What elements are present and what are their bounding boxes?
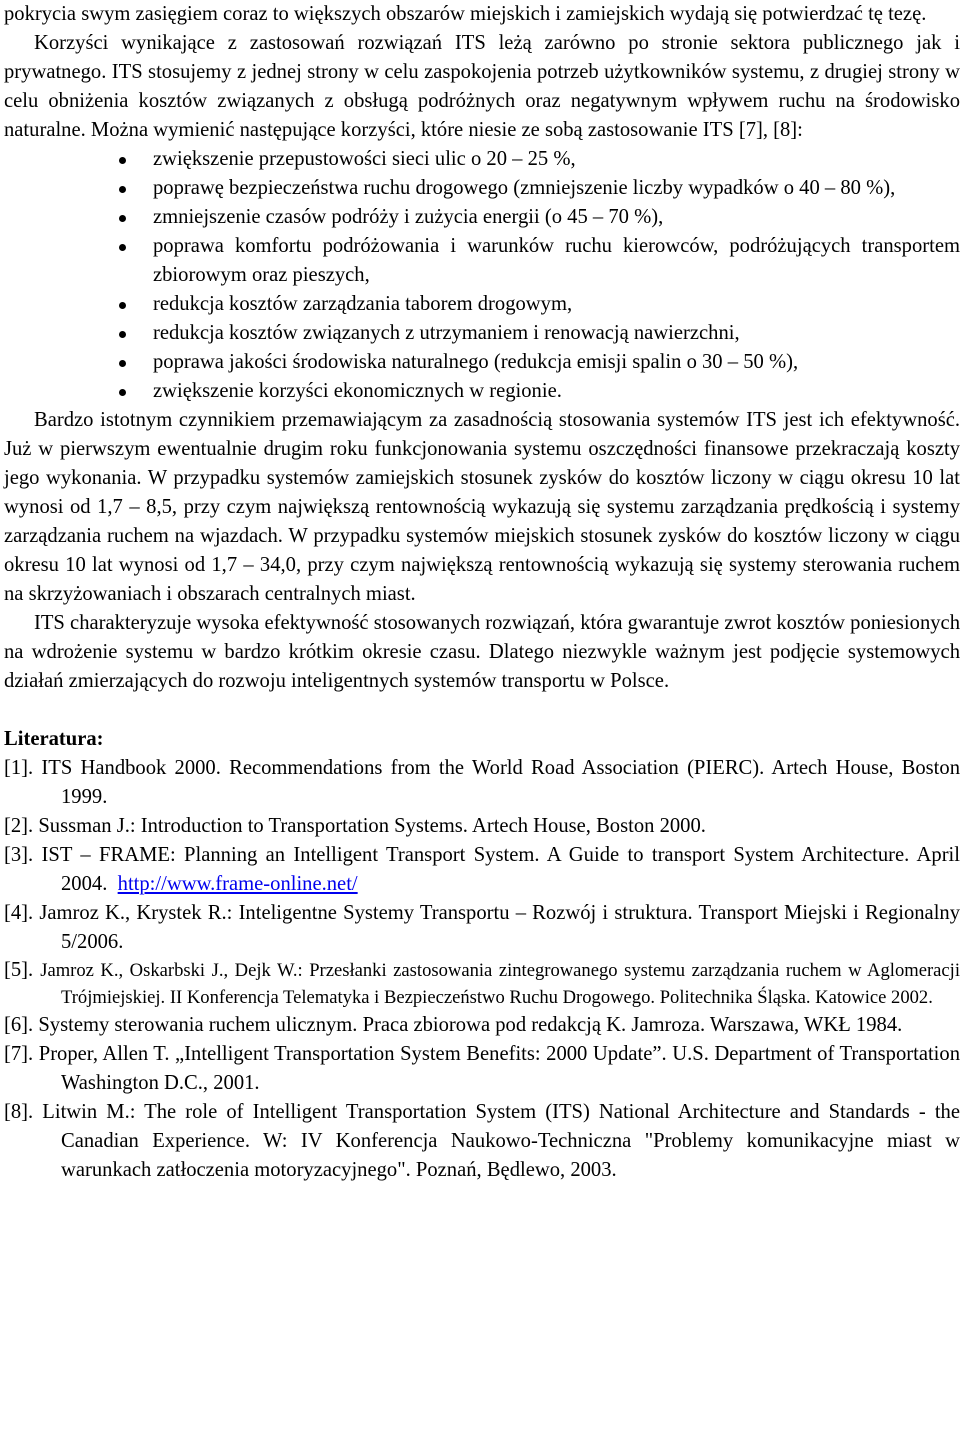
literature-heading: Literatura:: [4, 728, 104, 750]
reference-text: Jamroz K., Krystek R.: Inteligentne Systemy Transportu – Rozwój i struktura. Transport Miejski i Regionalny 5/2006.: [39, 902, 960, 953]
reference-number: [8].: [4, 1101, 34, 1123]
reference-text: Sussman J.: Introduction to Transportation Systems. Artech House, Boston 2000.: [38, 815, 706, 837]
list-item-text: zmniejszenie czasów podróży i zużycia energii (o 45 – 70 %),: [153, 206, 664, 228]
bullet-icon: [119, 302, 126, 309]
list-item: [153, 348, 960, 377]
paragraph-benefits-intro: [4, 29, 960, 145]
paragraph-conclusion: ITS charakteryzuje wysoka efektywność stosowanych rozwiązań, która gwarantuje zwrot kosztów poniesionych na wdrożenie systemu w bardzo krótkim okresie czasu. Dlatego niezwykle ważnym jest podjęcie systemowych działań zmierzających do rozwoju inteligentnych systemów transportu w Polsce.: [4, 612, 960, 692]
list-item-text: redukcja kosztów związanych z utrzymaniem i renowacją nawierzchni,: [153, 322, 740, 344]
benefits-list: [4, 145, 960, 406]
reference-number: [1].: [4, 757, 34, 779]
reference-text: ITS Handbook 2000. Recommendations from the World Road Association (PIERC). Artech House, Boston 1999.: [41, 757, 960, 808]
bullet-icon: [119, 331, 126, 338]
bullet-icon: [119, 244, 126, 251]
paragraph-benefits-text: Korzyści wynikające z zastosowań rozwiązań ITS leżą zarówno po stronie sektora publicznego jak i prywatnego. ITS stosujemy z jednej strony w celu zaspokojenia potrzeb użytkowników systemu, z drugiej strony w celu obniżenia kosztów związanych z obsługą podróżnych oraz negatywnym wpływem ruchu na środowisko naturalne.: [4, 32, 960, 141]
reference-text: Systemy sterowania ruchem ulicznym. Praca zbiorowa pod redakcją K. Jamroza. Warszawa, WKŁ 1984.: [38, 1014, 903, 1036]
list-item: [153, 377, 960, 406]
list-item: [153, 203, 960, 232]
reference-item: [4, 754, 960, 812]
list-item-text: poprawa jakości środowiska naturalnego (redukcja emisji spalin o 30 – 50 %),: [153, 351, 799, 373]
reference-item: [4, 957, 960, 1011]
list-item: [153, 232, 960, 290]
bullet-icon: [119, 157, 126, 164]
reference-item: [4, 841, 960, 899]
reference-item: [4, 1040, 960, 1098]
bullet-icon: [119, 360, 126, 367]
reference-number: [5].: [4, 959, 34, 981]
list-item-text: poprawę bezpieczeństwa ruchu drogowego (zmniejszenie liczby wypadków o 40 – 80 %),: [153, 177, 896, 199]
list-item-text: zwiększenie przepustowości sieci ulic o 20 – 25 %,: [153, 148, 576, 170]
reference-link[interactable]: http://www.frame-online.net/: [117, 873, 358, 895]
reference-number: [2].: [4, 815, 34, 837]
list-item: [153, 290, 960, 319]
reference-number: [6].: [4, 1014, 34, 1036]
reference-item: [4, 812, 960, 841]
reference-text: Litwin M.: The role of Intelligent Transportation System (ITS) National Architecture and Standards - the Canadian Experience. W: IV Konferencja Naukowo-Techniczna "Problemy komunikacyjne miast w warunkach zatłoczenia motoryzacyjnego". Poznań, Będlewo, 2003.: [42, 1101, 960, 1181]
list-item-text: redukcja kosztów zarządzania taborem drogowym,: [153, 293, 573, 315]
paragraph-efficiency: Bardzo istotnym czynnikiem przemawiającym za zasadnością stosowania systemów ITS jest ich efektywność. Już w pierwszym ewentualnie drugim roku funkcjonowania systemu oszczędności finansowe przekraczają koszty jego wykonania. W przypadku systemów zamiejskich stosunek zysków do kosztów liczony w ciągu okresu 10 lat wynosi od 1,7 – 8,5, przy czym największą rentownością wykazują się systemu zarządzania prędkością i systemy zarządzania ruchem na wjazdach. W przypadku systemów miejskich stosunek zysków do kosztów liczony w ciągu okresu 10 lat wynosi od 1,7 – 34,0, przy czym największą rentownością wykazują się systemy sterowania ruchem na skrzyżowaniach i obszarach centralnych miast.: [4, 409, 960, 605]
reference-text: Jamroz K., Oskarbski J., Dejk W.: Przesłanki zastosowania zintegrowanego systemu zarządzania ruchem w Aglomeracji Trójmiejskiej. II Konferencja Telematyka i Bezpieczeństwo Ruchu Drogowego. Politechnika Śląska. Katowice 2002.: [40, 960, 960, 1008]
reference-number: [3].: [4, 844, 34, 866]
list-item: [153, 174, 960, 203]
reference-item: [4, 1011, 960, 1040]
list-item-text: poprawa komfortu podróżowania i warunków ruchu kierowców, podróżujących transportem zbiorowym oraz pieszych,: [153, 235, 960, 286]
reference-number: [7].: [4, 1043, 34, 1065]
reference-text: Proper, Allen T. „Intelligent Transportation System Benefits: 2000 Update”. U.S. Department of Transportation Washington D.C., 2001.: [38, 1043, 960, 1094]
bullet-icon: [119, 215, 126, 222]
reference-item: [4, 1098, 960, 1185]
list-item-text: zwiększenie korzyści ekonomicznych w regionie.: [153, 380, 562, 402]
list-item: [153, 145, 960, 174]
reference-item: [4, 899, 960, 957]
bullet-icon: [119, 186, 126, 193]
list-item: [153, 319, 960, 348]
reference-number: [4].: [4, 902, 34, 924]
reference-text: IST – FRAME: Planning an Intelligent Transport System. A Guide to transport System Architecture. April 2004.: [41, 844, 960, 895]
paragraph-intro-continuation: pokrycia swym zasięgiem coraz to większych obszarów miejskich i zamiejskich wydają się potwierdzać tę tezę.: [4, 3, 927, 25]
paragraph-benefits-lead: Można wymienić następujące korzyści, które niesie ze sobą zastosowanie ITS [7], [8]:: [90, 119, 803, 141]
bullet-icon: [119, 389, 126, 396]
